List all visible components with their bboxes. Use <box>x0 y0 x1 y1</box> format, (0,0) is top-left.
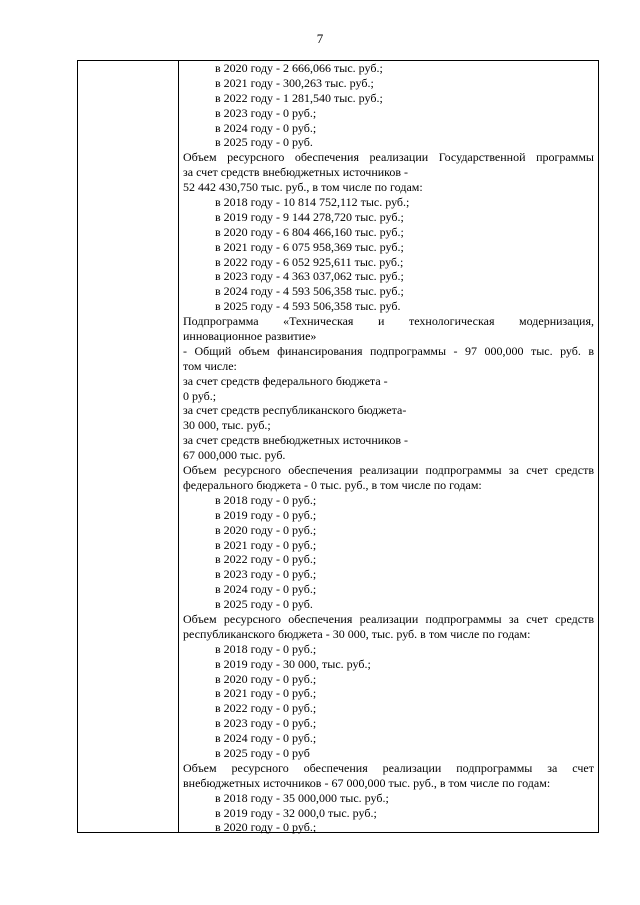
text-line: в 2025 году - 4 593 506,358 тыс. руб. <box>215 299 401 314</box>
text-line: в 2019 году - 0 руб.; <box>215 507 317 522</box>
text-line: в 2020 году - 0 руб.; <box>215 522 317 537</box>
text-line: в 2018 году - 10 814 752,112 тыс. руб.; <box>215 195 410 210</box>
text-line: 30 000, тыс. руб.; <box>183 418 271 433</box>
text-line: в 2022 году - 6 052 925,611 тыс. руб.; <box>215 254 404 269</box>
text-line: Объем ресурсного обеспечения реализации Государственной программы <box>183 150 594 165</box>
text-line: в 2018 году - 0 руб.; <box>215 492 317 507</box>
text-line: в 2021 году - 300,263 тыс. руб.; <box>215 75 374 90</box>
text-line: внебюджетных источников - 67 000,000 тыс. руб., в том числе по годам: <box>183 775 551 790</box>
text-line: в 2019 году - 30 000, тыс. руб.; <box>215 656 371 671</box>
text-line: в 2021 году - 6 075 958,369 тыс. руб.; <box>215 239 404 254</box>
text-line: в 2023 году - 0 руб.; <box>215 105 317 120</box>
text-line: за счет средств внебюджетных источников - <box>183 165 409 180</box>
text-line: за счет средств внебюджетных источников - <box>183 433 409 448</box>
text-line: в 2025 году - 0 руб. <box>215 597 313 612</box>
text-line: 52 442 430,750 тыс. руб., в том числе по годам: <box>183 180 423 195</box>
text-line: в 2018 году - 35 000,000 тыс. руб.; <box>215 790 389 805</box>
text-line: в 2025 году - 0 руб <box>215 745 310 760</box>
text-line: в 2020 году - 2 666,066 тыс. руб.; <box>215 61 383 75</box>
page-number: 7 <box>316 31 324 46</box>
text-line: за счет средств республиканского бюджета- <box>183 403 407 418</box>
text-line: в 2018 году - 0 руб.; <box>215 641 317 656</box>
text-line: в 2020 году - 0 руб.; <box>215 671 317 686</box>
text-line: в 2023 году - 0 руб.; <box>215 716 317 731</box>
text-line: в 2019 году - 9 144 278,720 тыс. руб.; <box>215 209 404 224</box>
text-line: Объем ресурсного обеспечения реализации подпрограммы за счет <box>183 760 594 775</box>
text-line: Объем ресурсного обеспечения реализации подпрограммы за счет средств <box>183 611 594 626</box>
text-line: в 2024 году - 0 руб.; <box>215 582 317 597</box>
text-line: в 2022 году - 0 руб.; <box>215 701 317 716</box>
text-line: 67 000,000 тыс. руб. <box>183 448 286 463</box>
text-line: Подпрограмма «Техническая и технологическая модернизация, <box>183 314 594 329</box>
text-line: в 2024 году - 0 руб.; <box>215 731 317 746</box>
text-line: том числе: <box>183 358 237 373</box>
text-line: в 2020 году - 0 руб.; <box>215 820 317 835</box>
table-column-divider <box>178 60 179 833</box>
text-line: - Общий объем финансирования подпрограммы - 97 000,000 тыс. руб. в <box>183 343 594 358</box>
text-line: инновационное развитие» <box>183 329 317 344</box>
text-line: 0 руб.; <box>183 388 217 403</box>
text-line: в 2021 году - 0 руб.; <box>215 537 317 552</box>
text-line: в 2021 году - 0 руб.; <box>215 686 317 701</box>
text-line: в 2025 году - 0 руб. <box>215 135 313 150</box>
table-cell-content <box>183 61 594 835</box>
text-line: федерального бюджета - 0 тыс. руб., в том числе по годам: <box>183 477 482 492</box>
text-line: в 2024 году - 0 руб.; <box>215 120 317 135</box>
text-line: Объем ресурсного обеспечения реализации подпрограммы за счет средств <box>183 463 594 478</box>
text-line: в 2023 году - 4 363 037,062 тыс. руб.; <box>215 269 404 284</box>
text-line: республиканского бюджета - 30 000, тыс. руб. в том числе по годам: <box>183 626 531 641</box>
text-line: за счет средств федерального бюджета - <box>183 373 388 388</box>
text-line: в 2022 году - 0 руб.; <box>215 552 317 567</box>
text-line: в 2022 году - 1 281,540 тыс. руб.; <box>215 90 383 105</box>
text-line: в 2020 году - 6 804 466,160 тыс. руб.; <box>215 224 404 239</box>
text-line: в 2023 году - 0 руб.; <box>215 567 317 582</box>
text-line: в 2024 году - 4 593 506,358 тыс. руб.; <box>215 284 404 299</box>
text-line: в 2019 году - 32 000,0 тыс. руб.; <box>215 805 377 820</box>
